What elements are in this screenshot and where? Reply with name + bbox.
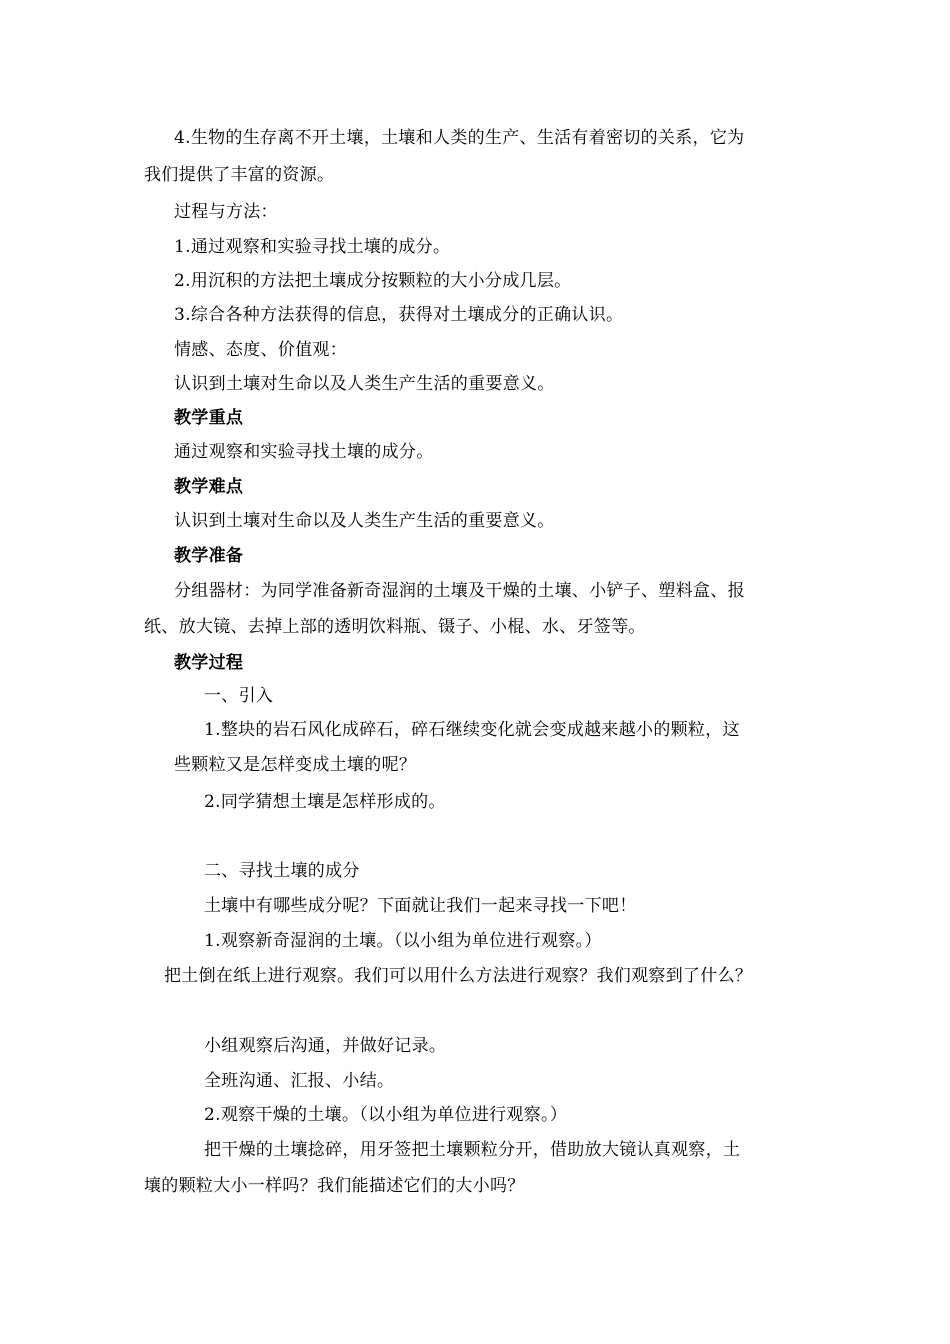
key-point-text: 通过观察和实验寻找土壤的成分。 <box>174 442 434 462</box>
difficulty-heading: 教学难点 <box>174 477 244 497</box>
emotion-attitude-item-1: 认识到土壤对生命以及人类生产生活的重要意义。 <box>174 374 555 394</box>
emotion-attitude-heading: 情感、态度、价值观： <box>174 340 347 360</box>
key-point-heading: 教学重点 <box>174 408 244 428</box>
intro-item-2: 2.同学猜想土壤是怎样形成的。 <box>204 792 446 812</box>
find-item-2: 2.观察干燥的土壤。（以小组为单位进行观察。） <box>204 1105 568 1125</box>
find-item-2-line-1: 把干燥的土壤捻碎，用牙签把土壤颗粒分开，借助放大镜认真观察，土 <box>204 1140 741 1160</box>
intro-item-1-line-2: 些颗粒又是怎样变成土壤的呢？ <box>174 755 417 775</box>
find-item-1-class: 全班沟通、汇报、小结。 <box>204 1071 395 1091</box>
preparation-text-line-1: 分组器材：为同学准备新奇湿润的土壤及干燥的土壤、小铲子、塑料盒、报 <box>174 581 745 601</box>
intro-heading: 一、引入 <box>204 686 274 706</box>
objective-item-4-line-2: 我们提供了丰富的资源。 <box>144 165 335 185</box>
process-method-item-3: 3.综合各种方法获得的信息，获得对土壤成分的正确认识。 <box>174 305 624 325</box>
find-item-2-line-2: 壤的颗粒大小一样吗？我们能描述它们的大小吗？ <box>144 1176 525 1196</box>
process-method-heading: 过程与方法： <box>174 202 278 222</box>
teaching-process-heading: 教学过程 <box>174 653 244 673</box>
process-method-item-2: 2.用沉积的方法把土壤成分按颗粒的大小分成几层。 <box>174 271 572 291</box>
process-method-item-1: 1.通过观察和实验寻找土壤的成分。 <box>174 237 451 257</box>
find-item-1-detail: 把土倒在纸上进行观察。我们可以用什么方法进行观察？我们观察到了什么？ <box>164 966 753 986</box>
intro-item-1-line-1: 1.整块的岩石风化成碎石，碎石继续变化就会变成越来越小的颗粒，这 <box>204 720 740 740</box>
find-components-intro: 土壤中有哪些成分呢？下面就让我们一起来寻找一下吧！ <box>204 896 637 916</box>
difficulty-text: 认识到土壤对生命以及人类生产生活的重要意义。 <box>174 511 555 531</box>
objective-item-4-line-1: 4.生物的生存离不开土壤，土壤和人类的生产、生活有着密切的关系，它为 <box>174 128 745 148</box>
find-item-1: 1.观察新奇湿润的土壤。（以小组为单位进行观察。） <box>204 931 602 951</box>
preparation-text-line-2: 纸、放大镜、去掉上部的透明饮料瓶、镊子、小棍、水、牙签等。 <box>144 617 646 637</box>
preparation-heading: 教学准备 <box>174 546 244 566</box>
find-item-1-group: 小组观察后沟通，并做好记录。 <box>204 1036 447 1056</box>
find-components-heading: 二、寻找土壤的成分 <box>204 861 360 881</box>
